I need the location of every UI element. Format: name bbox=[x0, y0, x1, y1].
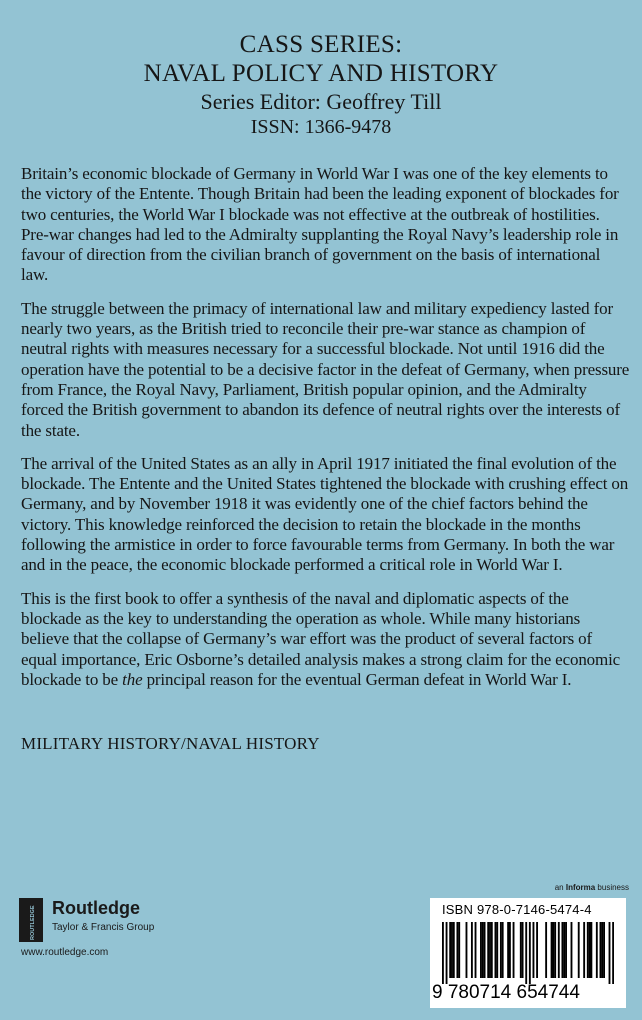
barcode-bar bbox=[453, 922, 455, 978]
barcode-bar bbox=[487, 922, 489, 978]
barcode-bar bbox=[529, 922, 531, 984]
barcode-bar bbox=[522, 922, 524, 978]
series-issn: ISSN: 1366-9478 bbox=[250, 116, 392, 138]
barcode-bar bbox=[513, 922, 515, 978]
informa-brand: Informa bbox=[565, 883, 596, 892]
publisher-block bbox=[19, 892, 199, 962]
series-title-line1: CASS SERIES: bbox=[239, 31, 403, 58]
barcode-bar bbox=[489, 922, 491, 978]
barcode-bar bbox=[520, 922, 522, 978]
barcode-bar bbox=[471, 922, 473, 978]
isbn-label: ISBN 978-0-7146-5474-4 bbox=[442, 902, 592, 917]
barcode-bar bbox=[545, 922, 547, 978]
subject-category: MILITARY HISTORY/NAVAL HISTORY bbox=[21, 734, 320, 753]
barcode-bar bbox=[466, 922, 468, 978]
barcode-bar bbox=[446, 922, 448, 984]
barcode-bar bbox=[578, 922, 580, 978]
barcode-bar bbox=[589, 922, 591, 978]
barcode-bar bbox=[442, 922, 444, 984]
publisher-name: Routledge bbox=[52, 898, 140, 918]
barcode-box bbox=[430, 898, 626, 1008]
barcode-bar bbox=[590, 922, 592, 978]
routledge-logo-icon bbox=[19, 898, 43, 942]
blurb-p4-emphasis: the bbox=[122, 669, 143, 689]
series-title-line2: NAVAL POLICY AND HISTORY bbox=[143, 60, 499, 87]
barcode-bar bbox=[449, 922, 451, 978]
blurb-paragraph-2: The struggle between the primacy of international law and military expediency lasted for nearly two years, as the British tried to reconcile their pre-war stance as champion of neutral rights with measures necessary for a successful blockade. Not until 1916 did the operation have the potential to be a decisive factor in the defeat of Germany, when pressure from France, the Royal Navy, Parliament, British popular opinion, and the Admiralty forced the British government to abandon its defence of neutral rights over the interests of the state. bbox=[21, 298, 630, 440]
blurb bbox=[21, 164, 631, 703]
informa-prefix: an bbox=[554, 883, 566, 892]
barcode-bar bbox=[509, 922, 511, 978]
barcode-bar bbox=[475, 922, 477, 978]
barcode-bar bbox=[600, 922, 602, 978]
barcode-bar bbox=[484, 922, 486, 978]
publisher-group: Taylor & Francis Group bbox=[52, 922, 155, 933]
informa-tagline bbox=[555, 883, 629, 892]
barcode-bar bbox=[609, 922, 611, 984]
barcode-bar bbox=[496, 922, 498, 978]
barcode-bar bbox=[554, 922, 556, 978]
barcode-bar bbox=[480, 922, 482, 978]
barcode-bar bbox=[536, 922, 538, 978]
barcode-bar bbox=[561, 922, 563, 978]
barcode-bar bbox=[601, 922, 603, 978]
barcode-bar bbox=[571, 922, 573, 978]
barcode-bars-icon bbox=[442, 922, 614, 984]
barcode-bar bbox=[507, 922, 509, 978]
barcode-bar bbox=[551, 922, 553, 978]
blurb-paragraph-3: The arrival of the United States as an ally in April 1917 initiated the final evolution of the blockade. The Entente and the United States tightened the blockade with crushing effect on Germany, and by November 1918 it was evidently one of the chief factors behind the victory. This knowledge reinforced the decision to retain the blockade in the months following the armistice in order to force favourable terms from Germany. In both the war and in the peace, the economic blockade performed a critical role in World War I. bbox=[21, 453, 629, 575]
series-header bbox=[0, 30, 642, 139]
barcode-bar bbox=[565, 922, 567, 978]
barcode-bar bbox=[482, 922, 484, 978]
blurb-paragraph-1: Britain’s economic blockade of Germany in World War I was one of the key elements to the victory of the Entente. Though Britain had been the leading exponent of blockades for two centuries, the World War I blockade was not effective at the outbreak of hostilities. Pre-war changes had led to the Admiralty supplanting the Royal Navy’s leadership role in favour of direction from the civilian branch of government on the basis of international law. bbox=[21, 164, 619, 285]
barcode-bar bbox=[596, 922, 598, 978]
blurb-p4-text-after: principal reason for the eventual German defeat in World War I. bbox=[142, 669, 572, 689]
barcode-bar bbox=[500, 922, 502, 978]
barcode-bar bbox=[456, 922, 458, 978]
barcode-bar bbox=[603, 922, 605, 978]
logo-vertical-text: ROUTLEDGE bbox=[30, 905, 36, 940]
publisher-url: www.routledge.com bbox=[21, 947, 109, 958]
barcode-bar bbox=[451, 922, 453, 978]
barcode-bar bbox=[533, 922, 535, 978]
barcode-bar bbox=[552, 922, 554, 978]
series-editor: Series Editor: Geoffrey Till bbox=[200, 89, 442, 114]
barcode-bar bbox=[583, 922, 585, 978]
barcode-bar bbox=[458, 922, 460, 978]
barcode-bar bbox=[612, 922, 614, 984]
barcode-bar bbox=[563, 922, 565, 978]
blurb-p4-text-before: This is the first book to offer a synthesis of the naval and diplomatic aspects of the blockade as the key to understanding the operation as whole. While many historians believe that the collapse of Germany’s war effort was the product of several factors of equal importance, Eric Osborne’s detailed analysis makes a strong claim for the economic blockade to be bbox=[21, 588, 621, 689]
informa-suffix: business bbox=[595, 883, 629, 892]
barcode-bar bbox=[587, 922, 589, 978]
barcode-bar bbox=[525, 922, 527, 984]
barcode-bar bbox=[502, 922, 504, 978]
barcode-digits: 9 780714 654744 bbox=[432, 982, 580, 1003]
barcode-bar bbox=[558, 922, 560, 978]
barcode-bar bbox=[491, 922, 493, 978]
barcode-bar bbox=[495, 922, 497, 978]
blurb-paragraph-4 bbox=[21, 589, 631, 690]
